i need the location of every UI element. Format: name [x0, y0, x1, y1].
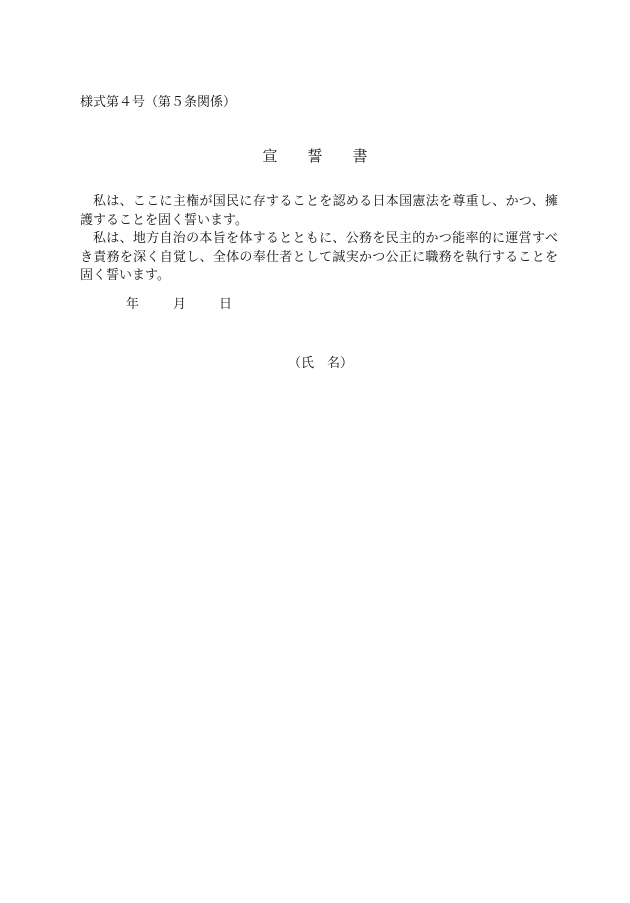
name-label: （氏 名）	[288, 356, 354, 371]
oath-body	[80, 193, 558, 286]
oath-paragraph-constitution: 私は、ここに主権が国民に存することを認める日本国憲法を尊重し、かつ、擁護することを固く誓います。	[80, 194, 558, 228]
date-year-label: 年	[126, 297, 140, 312]
document-title: 宣 誓 書	[262, 147, 368, 165]
date-month-label: 月	[173, 297, 187, 312]
date-day-label: 日	[219, 297, 233, 312]
form-number-label: 様式第４号（第５条関係）	[80, 95, 237, 110]
oath-paragraph-duty: 私は、地方自治の本旨を体するとともに、公務を民主的かつ能率的に運営すべき責務を深く自覚し、全体の奉仕者として誠実かつ公正に職務を執行することを固く誓います。	[80, 231, 558, 283]
